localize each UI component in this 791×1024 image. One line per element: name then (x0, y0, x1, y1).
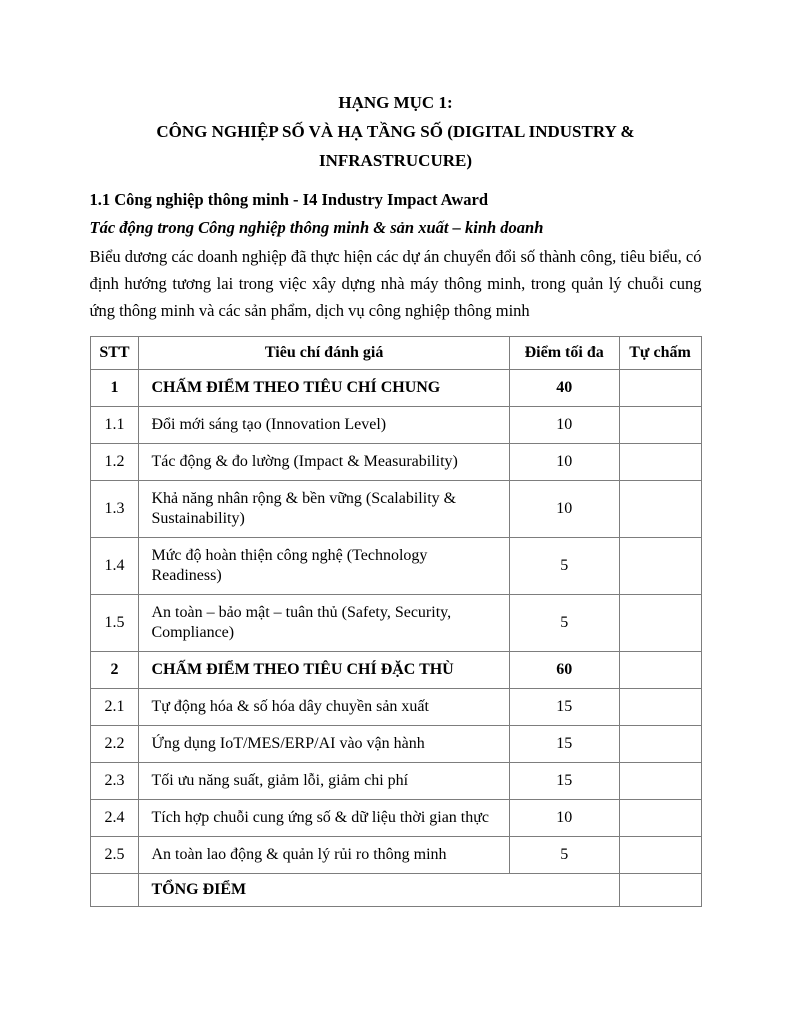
total-row (90, 874, 701, 907)
cell-stt: 1.1 (90, 407, 139, 444)
title-line-3: INFRASTRUCURE) (318, 151, 472, 170)
cell-criteria: An toàn – bảo mật – tuân thủ (Safety, Security, Compliance) (139, 595, 509, 652)
cell-stt: 1.2 (90, 444, 139, 481)
cell-self-score (619, 481, 701, 538)
cell-max-score: 60 (509, 652, 619, 689)
cell-max-score: 15 (509, 763, 619, 800)
cell-criteria: Tích hợp chuỗi cung ứng số & dữ liệu thời gian thực (139, 800, 509, 837)
cell-stt: 2.4 (90, 800, 139, 837)
cell-self-score (619, 763, 701, 800)
cell-self-score (619, 444, 701, 481)
cell-stt: 2.5 (90, 837, 139, 874)
header-self-score: Tự chấm (619, 337, 701, 370)
cell-max-score: 15 (509, 726, 619, 763)
cell-criteria: Mức độ hoàn thiện công nghệ (Technology Readiness) (139, 538, 509, 595)
title-line-1: HẠNG MỤC 1: (338, 93, 453, 112)
table-row (90, 595, 701, 652)
header-row (90, 337, 701, 370)
header-criteria: Tiêu chí đánh giá (139, 337, 509, 370)
scoring-table-header (90, 337, 701, 370)
cell-self-score (619, 800, 701, 837)
cell-stt: 2 (90, 652, 139, 689)
section-tagline: Tác động trong Công nghiệp thông minh & sản xuất – kinh doanh (89, 218, 544, 237)
cell-self-score (619, 595, 701, 652)
cell-self-score (619, 538, 701, 595)
cell-max-score: 10 (509, 800, 619, 837)
cell-stt: 1.4 (90, 538, 139, 595)
cell-stt: 1.5 (90, 595, 139, 652)
cell-stt: 1 (90, 370, 139, 407)
table-row (90, 763, 701, 800)
cell-max-score: 40 (509, 370, 619, 407)
cell-self-score (619, 726, 701, 763)
cell-max-score: 15 (509, 689, 619, 726)
table-row (90, 837, 701, 874)
table-row (90, 689, 701, 726)
total-label: TỔNG ĐIỂM (139, 874, 619, 907)
cell-self-score (619, 689, 701, 726)
document-title (90, 88, 702, 175)
total-stt-cell (90, 874, 139, 907)
title-line-2: CÔNG NGHIỆP SỐ VÀ HẠ TẦNG SỐ (DIGITAL INDUSTRY & (156, 122, 635, 141)
table-row (90, 652, 701, 689)
cell-stt: 1.3 (90, 481, 139, 538)
header-stt: STT (90, 337, 139, 370)
scoring-table-body (90, 370, 701, 907)
cell-stt: 2.3 (90, 763, 139, 800)
table-row (90, 444, 701, 481)
cell-self-score (619, 370, 701, 407)
cell-max-score: 5 (509, 538, 619, 595)
table-row (90, 370, 701, 407)
cell-criteria: Đổi mới sáng tạo (Innovation Level) (139, 407, 509, 444)
cell-criteria: CHẤM ĐIỂM THEO TIÊU CHÍ CHUNG (139, 370, 509, 407)
cell-max-score: 10 (509, 481, 619, 538)
scoring-table (90, 336, 702, 907)
cell-criteria: Ứng dụng IoT/MES/ERP/AI vào vận hành (139, 726, 509, 763)
cell-stt: 2.1 (90, 689, 139, 726)
total-self-score-cell (619, 874, 701, 907)
cell-criteria: Tối ưu năng suất, giảm lỗi, giảm chi phí (139, 763, 509, 800)
cell-criteria: Tác động & đo lường (Impact & Measurability) (139, 444, 509, 481)
cell-self-score (619, 407, 701, 444)
table-row (90, 726, 701, 763)
cell-max-score: 10 (509, 407, 619, 444)
table-row (90, 800, 701, 837)
section-heading: 1.1 Công nghiệp thông minh - I4 Industry Impact Award (89, 190, 489, 209)
cell-max-score: 5 (509, 837, 619, 874)
table-row (90, 481, 701, 538)
header-max-score: Điểm tối đa (509, 337, 619, 370)
document-page (90, 0, 702, 907)
table-row (90, 407, 701, 444)
cell-self-score (619, 837, 701, 874)
table-row (90, 538, 701, 595)
cell-criteria: Khả năng nhân rộng & bền vững (Scalability & Sustainability) (139, 481, 509, 538)
cell-self-score (619, 652, 701, 689)
cell-criteria: An toàn lao động & quản lý rủi ro thông minh (139, 837, 509, 874)
cell-criteria: CHẤM ĐIỂM THEO TIÊU CHÍ ĐẶC THÙ (139, 652, 509, 689)
section-description: Biểu dương các doanh nghiệp đã thực hiện các dự án chuyển đổi số thành công, tiêu biểu, có định hướng tương lai trong việc xây dựng nhà máy thông minh, trong quản lý chuỗi cung ứng thông minh và các sản phẩm, dịch vụ công nghiệp thông minh (89, 247, 702, 320)
cell-max-score: 5 (509, 595, 619, 652)
cell-max-score: 10 (509, 444, 619, 481)
cell-stt: 2.2 (90, 726, 139, 763)
cell-criteria: Tự động hóa & số hóa dây chuyền sản xuất (139, 689, 509, 726)
